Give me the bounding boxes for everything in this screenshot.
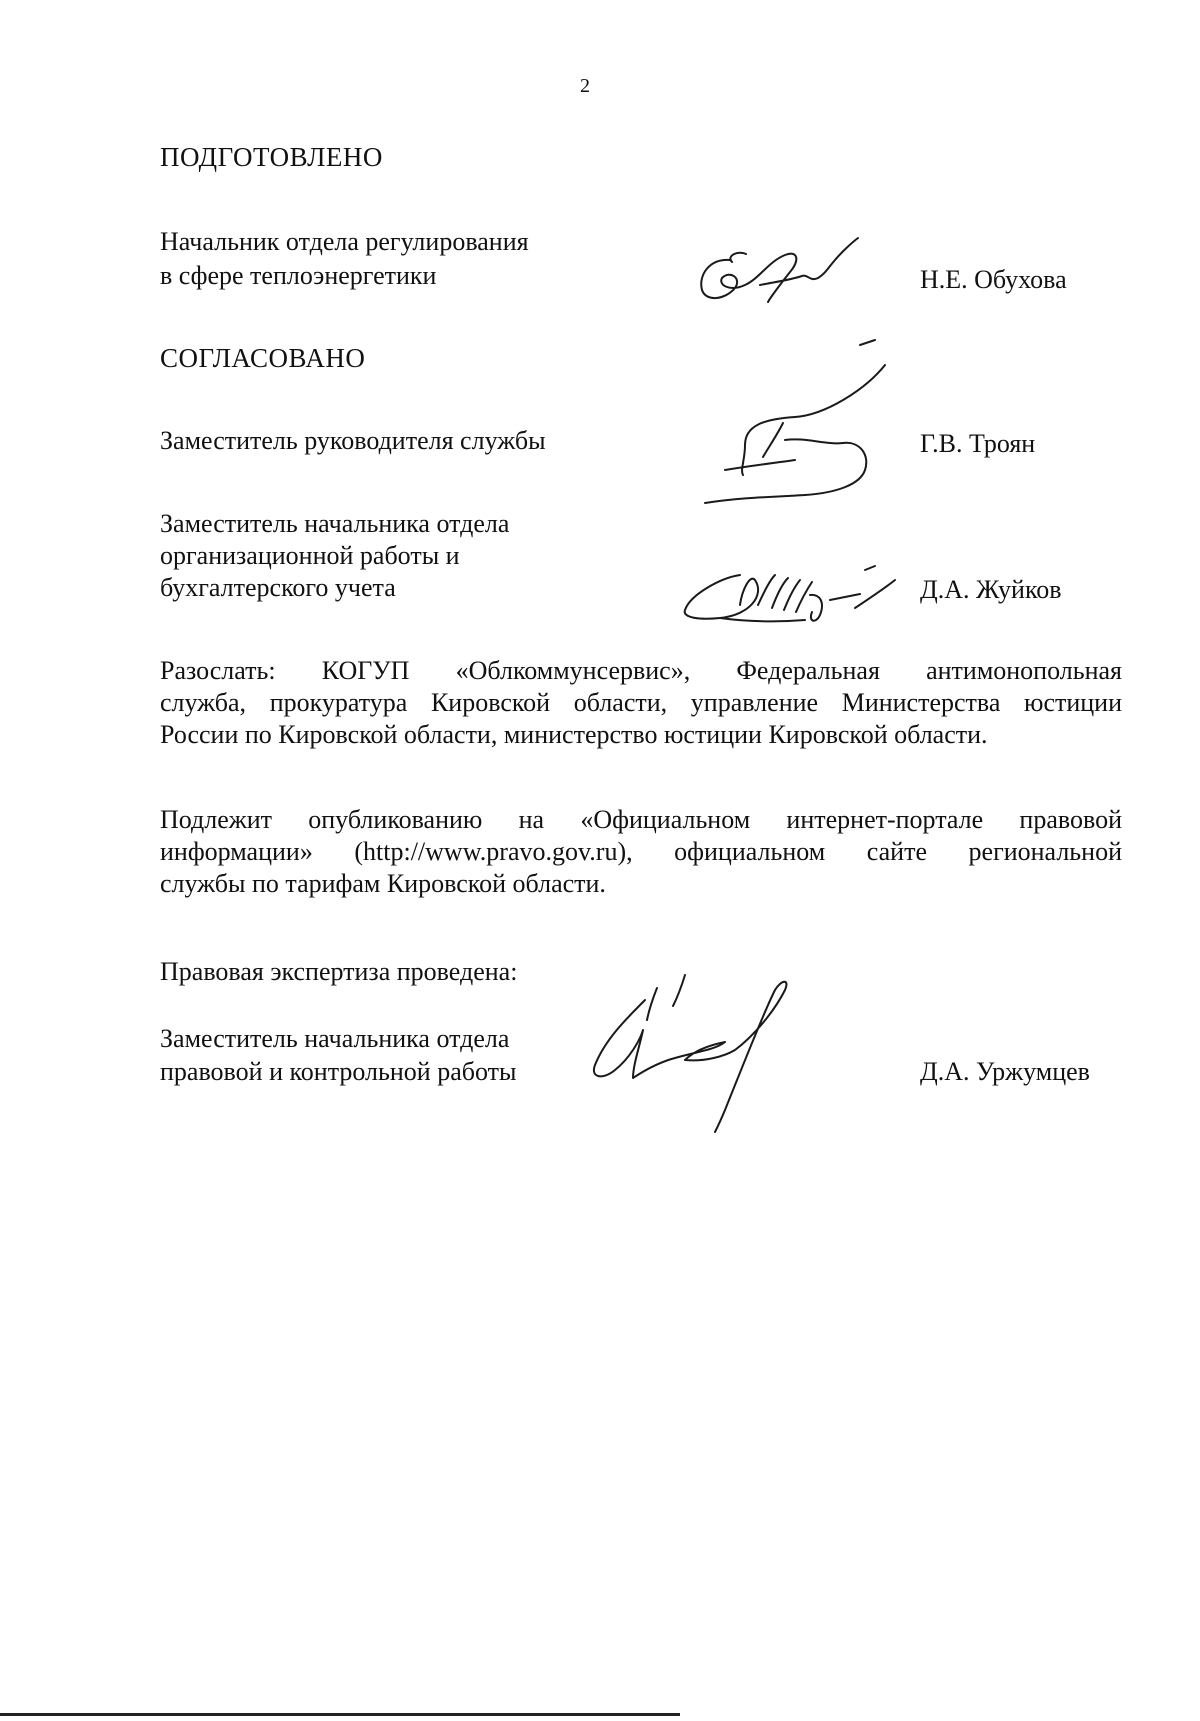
bottom-edge-line — [0, 1713, 680, 1716]
distribution-line: Разослать: КОГУП «Облкоммунсервис», Федеральная антимонопольная — [160, 656, 1122, 685]
legal-review-position-line-2: правовой и контрольной работы — [160, 1057, 517, 1086]
distribution-line: служба, прокуратура Кировской области, управление Министерства юстиции — [160, 688, 1122, 717]
signature-troyan — [695, 345, 915, 520]
agreed-signer-1-name: Г.В. Троян — [920, 429, 1036, 458]
prepared-heading: ПОДГОТОВЛЕНО — [160, 142, 383, 172]
distribution-paragraph — [160, 655, 1122, 751]
prepared-position-line-1: Начальник отдела регулирования — [160, 227, 529, 256]
signature-zhuykov — [680, 560, 910, 630]
agreed-signer-2-position-line-2: организационной работы и — [160, 541, 460, 570]
prepared-position-line-2: в сфере теплоэнергетики — [160, 261, 437, 290]
publication-line: службы по тарифам Кировской области. — [160, 869, 606, 898]
publication-line: Подлежит опубликованию на «Официальном интернет-портале правовой — [160, 805, 1122, 834]
legal-review-signer-name: Д.А. Уржумцев — [920, 1057, 1090, 1086]
agreed-heading: СОГЛАСОВАНО — [160, 343, 366, 373]
legal-review-position-line-1: Заместитель начальника отдела — [160, 1024, 510, 1053]
publication-paragraph — [160, 804, 1122, 900]
agreed-signer-2-name: Д.А. Жуйков — [920, 575, 1062, 604]
publication-line: информации» (http://www.pravo.gov.ru), официальном сайте региональной — [160, 837, 1122, 866]
agreed-signer-2-position-line-1: Заместитель начальника отдела — [160, 509, 510, 538]
signature-obukhova — [690, 230, 870, 310]
legal-review-heading: Правовая экспертиза проведена: — [160, 957, 518, 986]
agreed-signer-1-position: Заместитель руководителя службы — [160, 426, 546, 455]
distribution-line: России по Кировской области, министерство юстиции Кировской области. — [160, 720, 988, 749]
signature-urzhumtsev — [585, 970, 855, 1135]
page-number: 2 — [580, 75, 590, 97]
prepared-signer-name: Н.Е. Обухова — [920, 265, 1067, 294]
agreed-signer-2-position-line-3: бухгалтерского учета — [160, 573, 396, 602]
